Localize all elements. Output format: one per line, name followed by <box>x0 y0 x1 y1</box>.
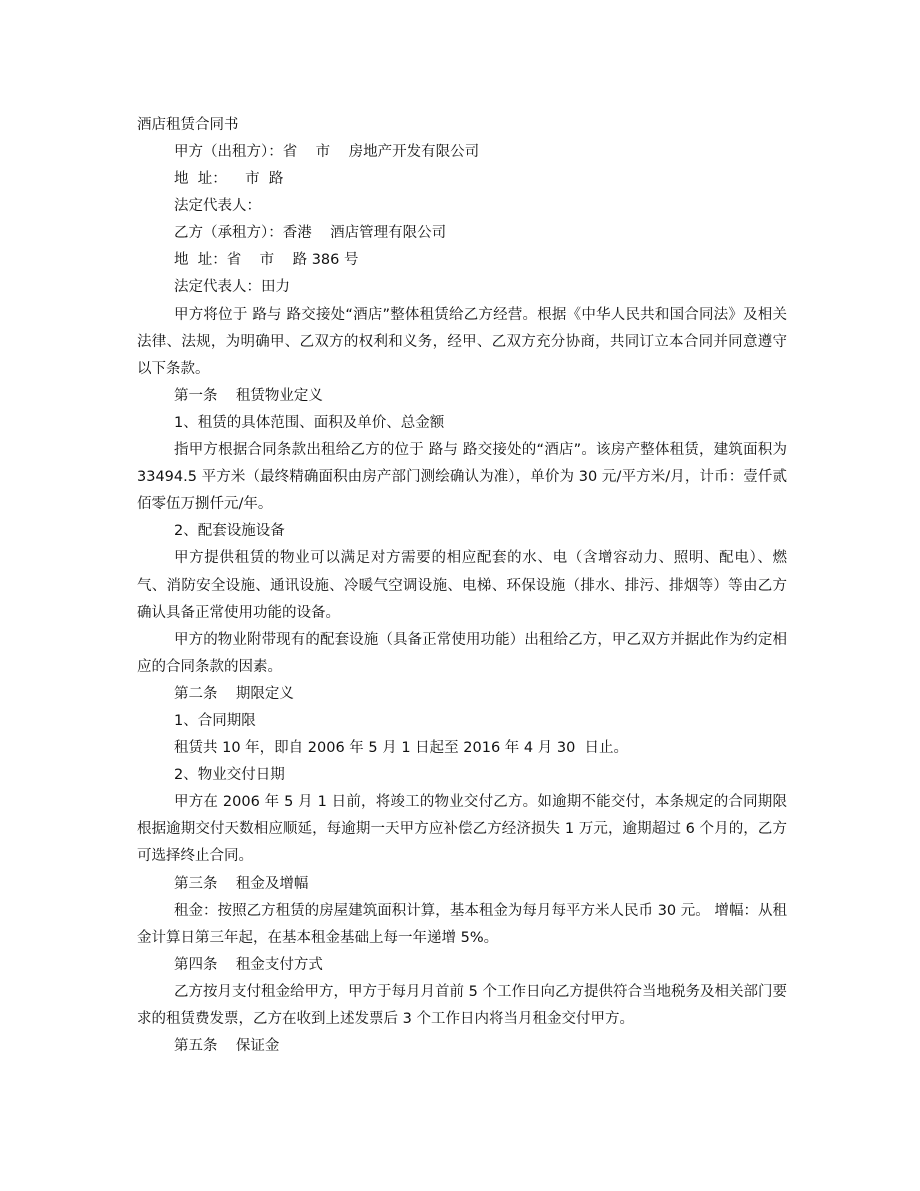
article-2-item-2-heading: 2、物业交付日期 <box>174 767 285 784</box>
article-2-item-1-heading: 1、合同期限 <box>174 712 256 729</box>
article-1-item-1-paragraph: 指甲方根据合同条款出租给乙方的位于 路与 路交接处的“酒店”。该房产整体租赁，建筑面积为 33494.5 平方米（最终精确面积由房产部门测绘确认为准），单价为 30 元/平方米/月，计币：壹仟贰佰零伍万捌仟元/年。 <box>137 442 787 513</box>
document-body <box>137 139 787 1060</box>
article-1-heading: 第一条 租赁物业定义 <box>174 387 323 404</box>
article-4-paragraph: 乙方按月支付租金给甲方，甲方于每月月首前 5 个工作日向乙方提供符合当地税务及相关部门要求的租赁费发票，乙方在收到上述发票后 3 个工作日内将当月租金交付甲方。 <box>137 983 787 1027</box>
article-4-heading: 第四条 租金支付方式 <box>174 956 323 973</box>
party-a-address-line: 地 址： 市 路 <box>174 171 284 188</box>
article-3-heading: 第三条 租金及增幅 <box>174 875 309 892</box>
article-2-item-2-paragraph: 甲方在 2006 年 5 月 1 日前，将竣工的物业交付乙方。如逾期不能交付，本条规定的合同期限根据逾期交付天数相应顺延，每逾期一天甲方应补偿乙方经济损失 1 万元，逾期超过 6 个月的，乙方可选择终止合同。 <box>137 794 787 865</box>
article-5-heading: 第五条 保证金 <box>174 1038 280 1055</box>
article-1-item-2-paragraph-2: 甲方的物业附带现有的配套设施（具备正常使用功能）出租给乙方，甲乙双方并据此作为约定相应的合同条款的因素。 <box>137 631 787 675</box>
article-1-item-1-heading: 1、租赁的具体范围、面积及单价、总金额 <box>174 414 445 431</box>
article-1-item-2-heading: 2、配套设施设备 <box>174 523 285 540</box>
party-b-line: 乙方（承租方）：香港 酒店管理有限公司 <box>174 225 447 242</box>
document-title: 酒店租赁合同书 <box>137 117 239 133</box>
article-1-item-2-paragraph: 甲方提供租赁的物业可以满足对方需要的相应配套的水、电（含增容动力、照明、配电）、燃气、消防安全设施、通讯设施、冷暖气空调设施、电梯、环保设施（排水、排污、排烟等）等由乙方确认具备正常使用功能的设备。 <box>137 550 787 621</box>
party-a-line: 甲方（出租方）：省 市 房地产开发有限公司 <box>174 144 480 160</box>
article-2-heading: 第二条 期限定义 <box>174 685 294 702</box>
party-b-representative-line: 法定代表人：田力 <box>174 279 290 296</box>
party-b-address-line: 地 址：省 市 路 386 号 <box>174 252 359 269</box>
intro-paragraph: 甲方将位于 路与 路交接处“酒店”整体租赁给乙方经营。根据《中华人民共和国合同法》及相关法律、法规，为明确甲、乙双方的权利和义务，经甲、乙双方充分协商，共同订立本合同并同意遵守以下条款。 <box>137 306 787 377</box>
party-a-representative-line: 法定代表人： <box>174 198 261 215</box>
article-3-paragraph: 租金：按照乙方租赁的房屋建筑面积计算，基本租金为每月每平方米人民币 30 元。 增幅：从租金计算日第三年起，在基本租金基础上每一年递增 5%。 <box>137 902 787 946</box>
article-2-term-line: 租赁共 10 年，即自 2006 年 5 月 1 日起至 2016 年 4 月 30 日止。 <box>174 740 629 757</box>
